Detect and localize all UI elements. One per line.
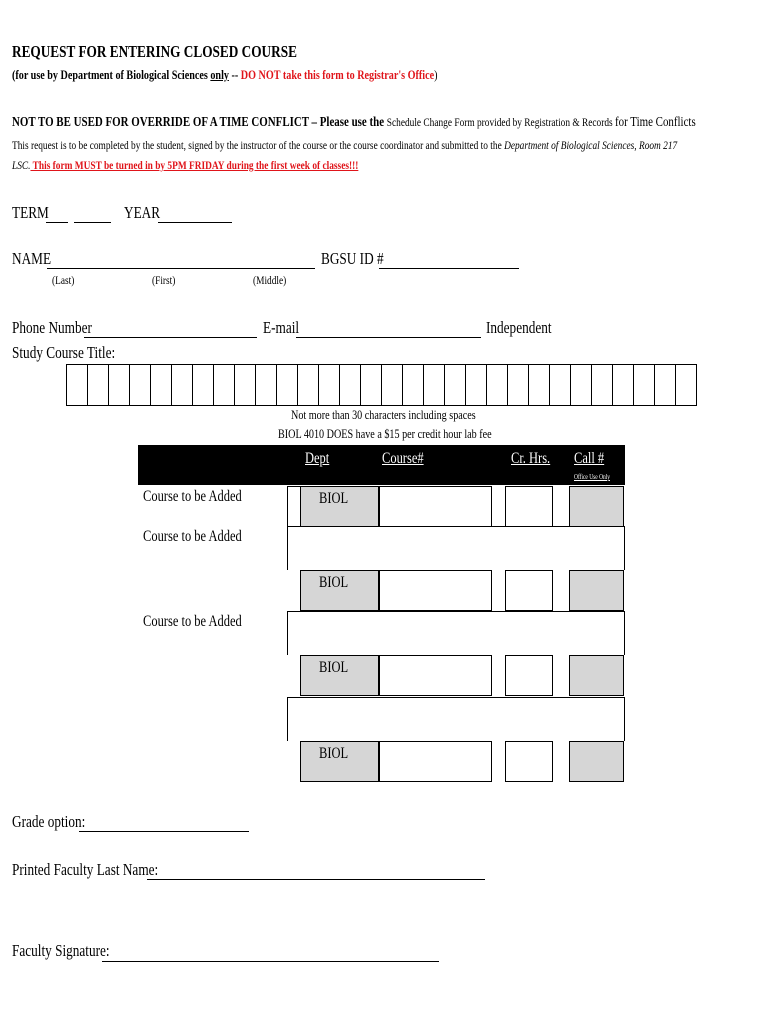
char-box[interactable] bbox=[487, 365, 508, 405]
first-sublabel: (First) bbox=[152, 273, 176, 287]
faculty-signature-label: Faculty Signature: bbox=[12, 941, 110, 960]
dept-value: BIOL bbox=[319, 574, 349, 591]
para-line1: This request is to be completed by the student, signed by the instructor of the course or the course coordinator and submitted to the bbox=[12, 138, 505, 152]
form-title: REQUEST FOR ENTERING CLOSED COURSE bbox=[12, 42, 297, 61]
course-row-label: Course to be Added bbox=[143, 488, 242, 505]
char-box[interactable] bbox=[130, 365, 151, 405]
form-subtitle bbox=[12, 67, 437, 83]
course-number-cell[interactable] bbox=[379, 570, 492, 611]
credit-hours-cell[interactable] bbox=[505, 655, 553, 696]
dept-cell bbox=[300, 655, 379, 696]
faculty-name-field[interactable] bbox=[147, 879, 485, 880]
dept-cell bbox=[300, 570, 379, 611]
year-label: YEAR bbox=[124, 203, 161, 222]
phone-label: Phone Number bbox=[12, 318, 92, 337]
char-box[interactable] bbox=[214, 365, 235, 405]
bgsu-id-field[interactable] bbox=[379, 268, 519, 269]
call-number-cell bbox=[569, 570, 624, 611]
dept-value: BIOL bbox=[319, 659, 349, 676]
course-row-label: Course to be Added bbox=[143, 613, 242, 630]
char-box[interactable] bbox=[655, 365, 676, 405]
char-limit-note: Not more than 30 characters including spaces bbox=[291, 407, 476, 422]
char-box[interactable] bbox=[277, 365, 298, 405]
course-entry-row[interactable] bbox=[287, 697, 625, 741]
notice-bold: NOT TO BE USED FOR OVERRIDE OF A TIME CONFLICT – Please use the bbox=[12, 115, 387, 130]
char-box[interactable] bbox=[88, 365, 109, 405]
credit-hours-cell[interactable] bbox=[505, 741, 553, 782]
course-title-char-grid[interactable] bbox=[66, 364, 697, 406]
char-box[interactable] bbox=[298, 365, 319, 405]
char-box[interactable] bbox=[361, 365, 382, 405]
char-box[interactable] bbox=[172, 365, 193, 405]
call-number-header: Call # bbox=[574, 450, 605, 467]
char-box[interactable] bbox=[382, 365, 403, 405]
dept-value: BIOL bbox=[319, 745, 349, 762]
course-entry-row[interactable] bbox=[287, 611, 625, 655]
instructions-line-1 bbox=[12, 138, 677, 153]
char-box[interactable] bbox=[109, 365, 130, 405]
credit-hours-cell[interactable] bbox=[505, 570, 553, 611]
grade-option-label: Grade option: bbox=[12, 812, 86, 831]
study-title-label: Study Course Title: bbox=[12, 343, 116, 362]
char-box[interactable] bbox=[613, 365, 634, 405]
grade-option-field[interactable] bbox=[79, 831, 249, 832]
term-label: TERM bbox=[12, 203, 49, 222]
char-box[interactable] bbox=[319, 365, 340, 405]
credit-hours-header: Cr. Hrs. bbox=[511, 450, 551, 467]
subtitle-dash: -- bbox=[228, 67, 241, 82]
override-notice bbox=[12, 115, 696, 131]
office-use-note: Office Use Only bbox=[574, 473, 610, 481]
char-box[interactable] bbox=[193, 365, 214, 405]
subtitle-prefix: (for use by Department of Biological Sciences bbox=[12, 67, 211, 82]
faculty-name-label: Printed Faculty Last Name: bbox=[12, 860, 159, 879]
term-field-2[interactable] bbox=[74, 222, 111, 223]
name-field[interactable] bbox=[47, 268, 315, 269]
char-box[interactable] bbox=[529, 365, 550, 405]
row-edge bbox=[287, 486, 300, 527]
independent-label: Independent bbox=[486, 318, 552, 337]
deadline-warning: This form MUST be turned in by 5PM FRIDAY during the first week of classes!!! bbox=[30, 158, 359, 172]
year-field[interactable] bbox=[158, 222, 232, 223]
lab-fee-note: BIOL 4010 DOES have a $15 per credit hour lab fee bbox=[278, 426, 492, 441]
name-label: NAME bbox=[12, 249, 52, 268]
dept-cell bbox=[300, 486, 379, 527]
char-box[interactable] bbox=[508, 365, 529, 405]
call-number-cell bbox=[569, 655, 624, 696]
notice-normal: Schedule Change Form provided by Registration & Records bbox=[386, 115, 616, 129]
char-box[interactable] bbox=[676, 365, 696, 405]
course-number-cell[interactable] bbox=[379, 741, 492, 782]
char-box[interactable] bbox=[403, 365, 424, 405]
char-box[interactable] bbox=[550, 365, 571, 405]
char-box[interactable] bbox=[634, 365, 655, 405]
para-line2-italic: LSC. bbox=[12, 158, 31, 172]
subtitle-warning: DO NOT take this form to Registrar's Office bbox=[240, 67, 435, 82]
char-box[interactable] bbox=[235, 365, 256, 405]
para-line1-italic: Department of Biological Sciences, Room 217 bbox=[504, 138, 678, 152]
email-field[interactable] bbox=[296, 337, 481, 338]
instructions-line-2 bbox=[12, 158, 358, 173]
credit-hours-cell[interactable] bbox=[505, 486, 553, 527]
last-sublabel: (Last) bbox=[52, 273, 75, 287]
middle-sublabel: (Middle) bbox=[253, 273, 287, 287]
email-label: E-mail bbox=[263, 318, 300, 337]
term-field-1[interactable] bbox=[46, 222, 68, 223]
dept-cell bbox=[300, 741, 379, 782]
notice-end: for Time Conflicts bbox=[615, 115, 696, 130]
course-number-cell[interactable] bbox=[379, 655, 492, 696]
char-box[interactable] bbox=[445, 365, 466, 405]
char-box[interactable] bbox=[466, 365, 487, 405]
course-table-header bbox=[138, 445, 625, 485]
char-box[interactable] bbox=[424, 365, 445, 405]
subtitle-close: ) bbox=[434, 67, 438, 82]
char-box[interactable] bbox=[340, 365, 361, 405]
bgsu-id-label: BGSU ID # bbox=[321, 249, 384, 268]
course-entry-row[interactable] bbox=[287, 526, 625, 570]
dept-header: Dept bbox=[305, 450, 330, 467]
char-box[interactable] bbox=[592, 365, 613, 405]
char-box[interactable] bbox=[571, 365, 592, 405]
call-number-cell bbox=[569, 741, 624, 782]
faculty-signature-field[interactable] bbox=[102, 961, 439, 962]
call-number-cell bbox=[569, 486, 624, 527]
char-box[interactable] bbox=[67, 365, 88, 405]
course-number-cell[interactable] bbox=[379, 486, 492, 527]
dept-value: BIOL bbox=[319, 490, 349, 507]
subtitle-only: only bbox=[210, 67, 229, 82]
char-box[interactable] bbox=[151, 365, 172, 405]
phone-field[interactable] bbox=[84, 337, 257, 338]
course-number-header: Course# bbox=[382, 450, 424, 467]
course-row-label: Course to be Added bbox=[143, 528, 242, 545]
char-box[interactable] bbox=[256, 365, 277, 405]
